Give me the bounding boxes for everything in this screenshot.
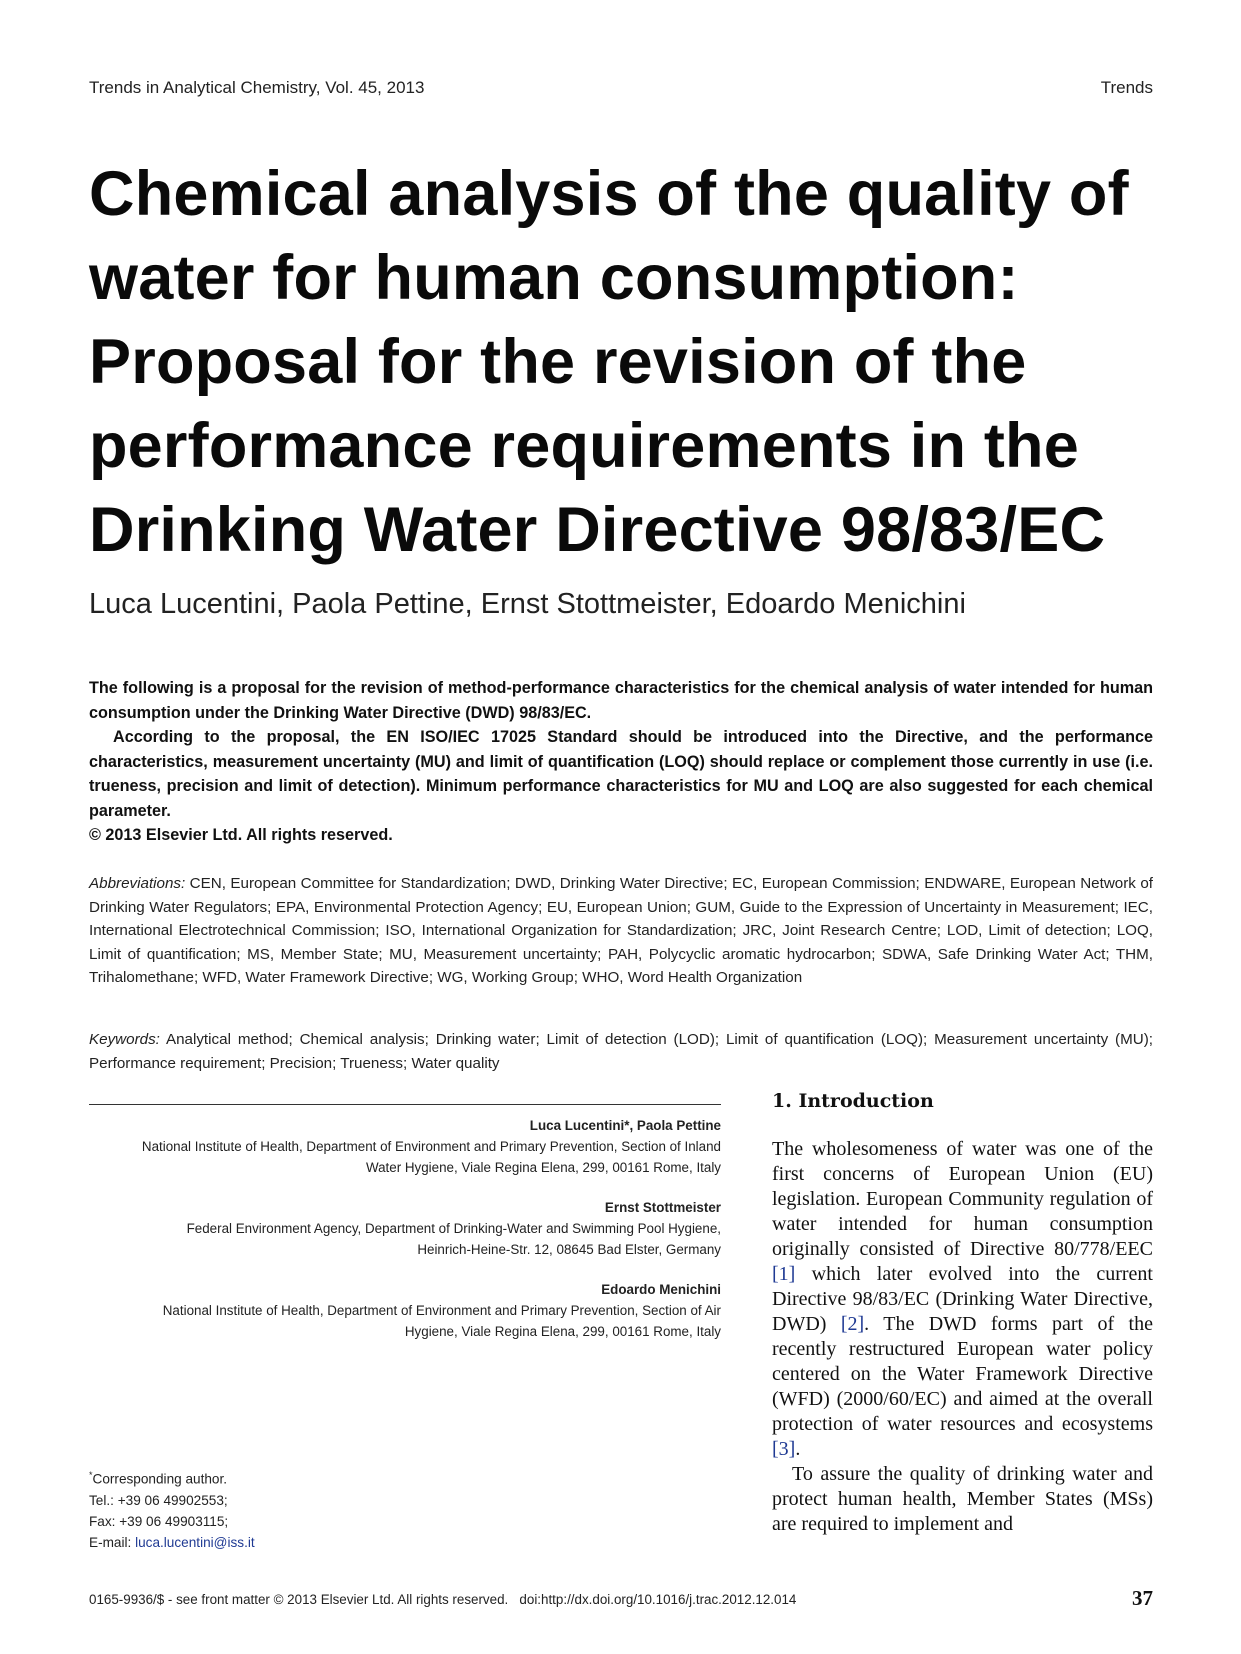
citation-link[interactable]: [2] xyxy=(840,1313,865,1335)
body-paragraph: To assure the quality of drinking water and protect human health, Member States (MSs) are required to implement and xyxy=(772,1463,1153,1535)
citation-link[interactable]: [1] xyxy=(772,1263,796,1285)
email-label: E-mail: xyxy=(89,1534,136,1550)
abstract-paragraph: According to the proposal, the EN ISO/IEC 17025 Standard should be introduced into the Directive, and the performance characteristics, measurement uncertainty (MU) and limit of quantification (LOQ) should replace or complement those currently in use (i.e. trueness, precision and limit of detection). Minimum performance characteristics for MU and LOQ are also suggested for each chemical parameter. xyxy=(89,728,1153,820)
affiliation-name: Edoardo Menichini xyxy=(601,1282,721,1297)
telephone: Tel.: +39 06 49902553; xyxy=(89,1492,228,1508)
affiliation-block xyxy=(89,1197,721,1260)
footnote-marker: * xyxy=(89,1470,93,1480)
keywords xyxy=(89,1028,1153,1075)
section-running-head: Trends xyxy=(1100,78,1153,97)
title-line: Proposal for the revision of the xyxy=(89,327,1027,397)
copyright-line: © 2013 Elsevier Ltd. All rights reserved. xyxy=(89,826,393,844)
abstract xyxy=(89,676,1153,848)
doi-label: doi: xyxy=(519,1592,542,1607)
doi-link[interactable]: http://dx.doi.org/10.1016/j.trac.2012.12.014 xyxy=(541,1592,797,1607)
text-run: The wholesomeness of water was one of the first concerns of European Union (EU) legislation. European Community regulation of water intended for human consumption originally consisted of Directive 80/778/EEC xyxy=(772,1138,1153,1260)
affiliation-line: Water Hygiene, Viale Regina Elena, 299, 00161 Rome, Italy xyxy=(365,1160,721,1175)
text-run: which later evolved into the current Directive 98/83/EC (Drinking Water Directive, DWD) xyxy=(772,1263,1153,1335)
citation-link[interactable]: [3] xyxy=(772,1438,796,1460)
introduction-body xyxy=(772,1137,1153,1537)
section-heading: 1. Introduction xyxy=(772,1090,934,1112)
keywords-text: Analytical method; Chemical analysis; Drinking water; Limit of detection (LOD); Limit of quantification (LOQ); Measurement uncertainty (MU); Performance requirement; Precision; Trueness; Water quality xyxy=(89,1031,1153,1072)
affiliation-line: Hygiene, Viale Regina Elena, 299, 00161 Rome, Italy xyxy=(404,1324,721,1339)
article-title xyxy=(89,152,1169,572)
text-run: . The DWD forms part of the recently restructured European water policy centered on the Water Framework Directive (WFD) (2000/60/EC) and aimed at the overall protection of water resources and ecosystems xyxy=(772,1313,1153,1435)
corresponding-author-note xyxy=(89,1465,255,1553)
affiliation-line: Federal Environment Agency, Department of Drinking-Water and Swimming Pool Hygiene, xyxy=(186,1221,721,1236)
affiliation-line: National Institute of Health, Department of Environment and Primary Prevention, Section of Inland xyxy=(141,1139,721,1154)
journal-running-head: Trends in Analytical Chemistry, Vol. 45, 2013 xyxy=(89,78,425,97)
title-line: Drinking Water Directive 98/83/EC xyxy=(89,495,1106,565)
divider xyxy=(89,1104,721,1105)
body-paragraph xyxy=(772,1137,1153,1462)
abbreviations-label: Abbreviations: xyxy=(89,875,186,892)
corresponding-label: Corresponding author. xyxy=(92,1471,228,1487)
affiliation-line: Heinrich-Heine-Str. 12, 08645 Bad Elster, Germany xyxy=(417,1242,721,1257)
title-line: water for human consumption: xyxy=(89,243,1019,313)
footer-info xyxy=(89,1592,796,1607)
page-number: 37 xyxy=(1132,1586,1153,1610)
abbreviations-text: CEN, European Committee for Standardization; DWD, Drinking Water Directive; EC, European Commission; ENDWARE, European Network of Drinking Water Regulators; EPA, Environmental Protection Agency; EU, European Union; GUM, Guide to the Expression of Uncertainty in Measurement; IEC, International Electrotechnical Commission; ISO, International Organization for Standardization; JRC, Joint Research Centre; LOD, Limit of detection; LOQ, Limit of quantification; MS, Member State; MU, Measurement uncertainty; PAH, Polycyclic aromatic hydrocarbon; SDWA, Safe Drinking Water Act; THM, Trihalomethane; WFD, Water Framework Directive; WG, Working Group; WHO, Word Health Organization xyxy=(89,875,1153,986)
issn-line: 0165-9936/$ - see front matter © 2013 Elsevier Ltd. All rights reserved. xyxy=(89,1592,509,1607)
author-list: Luca Lucentini, Paola Pettine, Ernst Stottmeister, Edoardo Menichini xyxy=(89,588,966,620)
fax: Fax: +39 06 49903115; xyxy=(89,1513,229,1529)
title-line: Chemical analysis of the quality of xyxy=(89,159,1129,229)
affiliation-block xyxy=(89,1115,721,1178)
affiliation-block xyxy=(89,1279,721,1342)
text-run: . xyxy=(795,1438,801,1460)
title-line: performance requirements in the xyxy=(89,411,1079,481)
email-link[interactable]: luca.lucentini@iss.it xyxy=(135,1534,255,1550)
affiliation-name: Luca Lucentini*, Paola Pettine xyxy=(529,1118,721,1133)
abbreviations xyxy=(89,872,1153,990)
keywords-label: Keywords: xyxy=(89,1031,160,1048)
affiliation-name: Ernst Stottmeister xyxy=(604,1200,721,1215)
affiliation-line: National Institute of Health, Department of Environment and Primary Prevention, Section of Air xyxy=(162,1303,721,1318)
abstract-paragraph: The following is a proposal for the revision of method-performance characteristics for the chemical analysis of water intended for human consumption under the Drinking Water Directive (DWD) 98/83/EC. xyxy=(89,679,1153,722)
